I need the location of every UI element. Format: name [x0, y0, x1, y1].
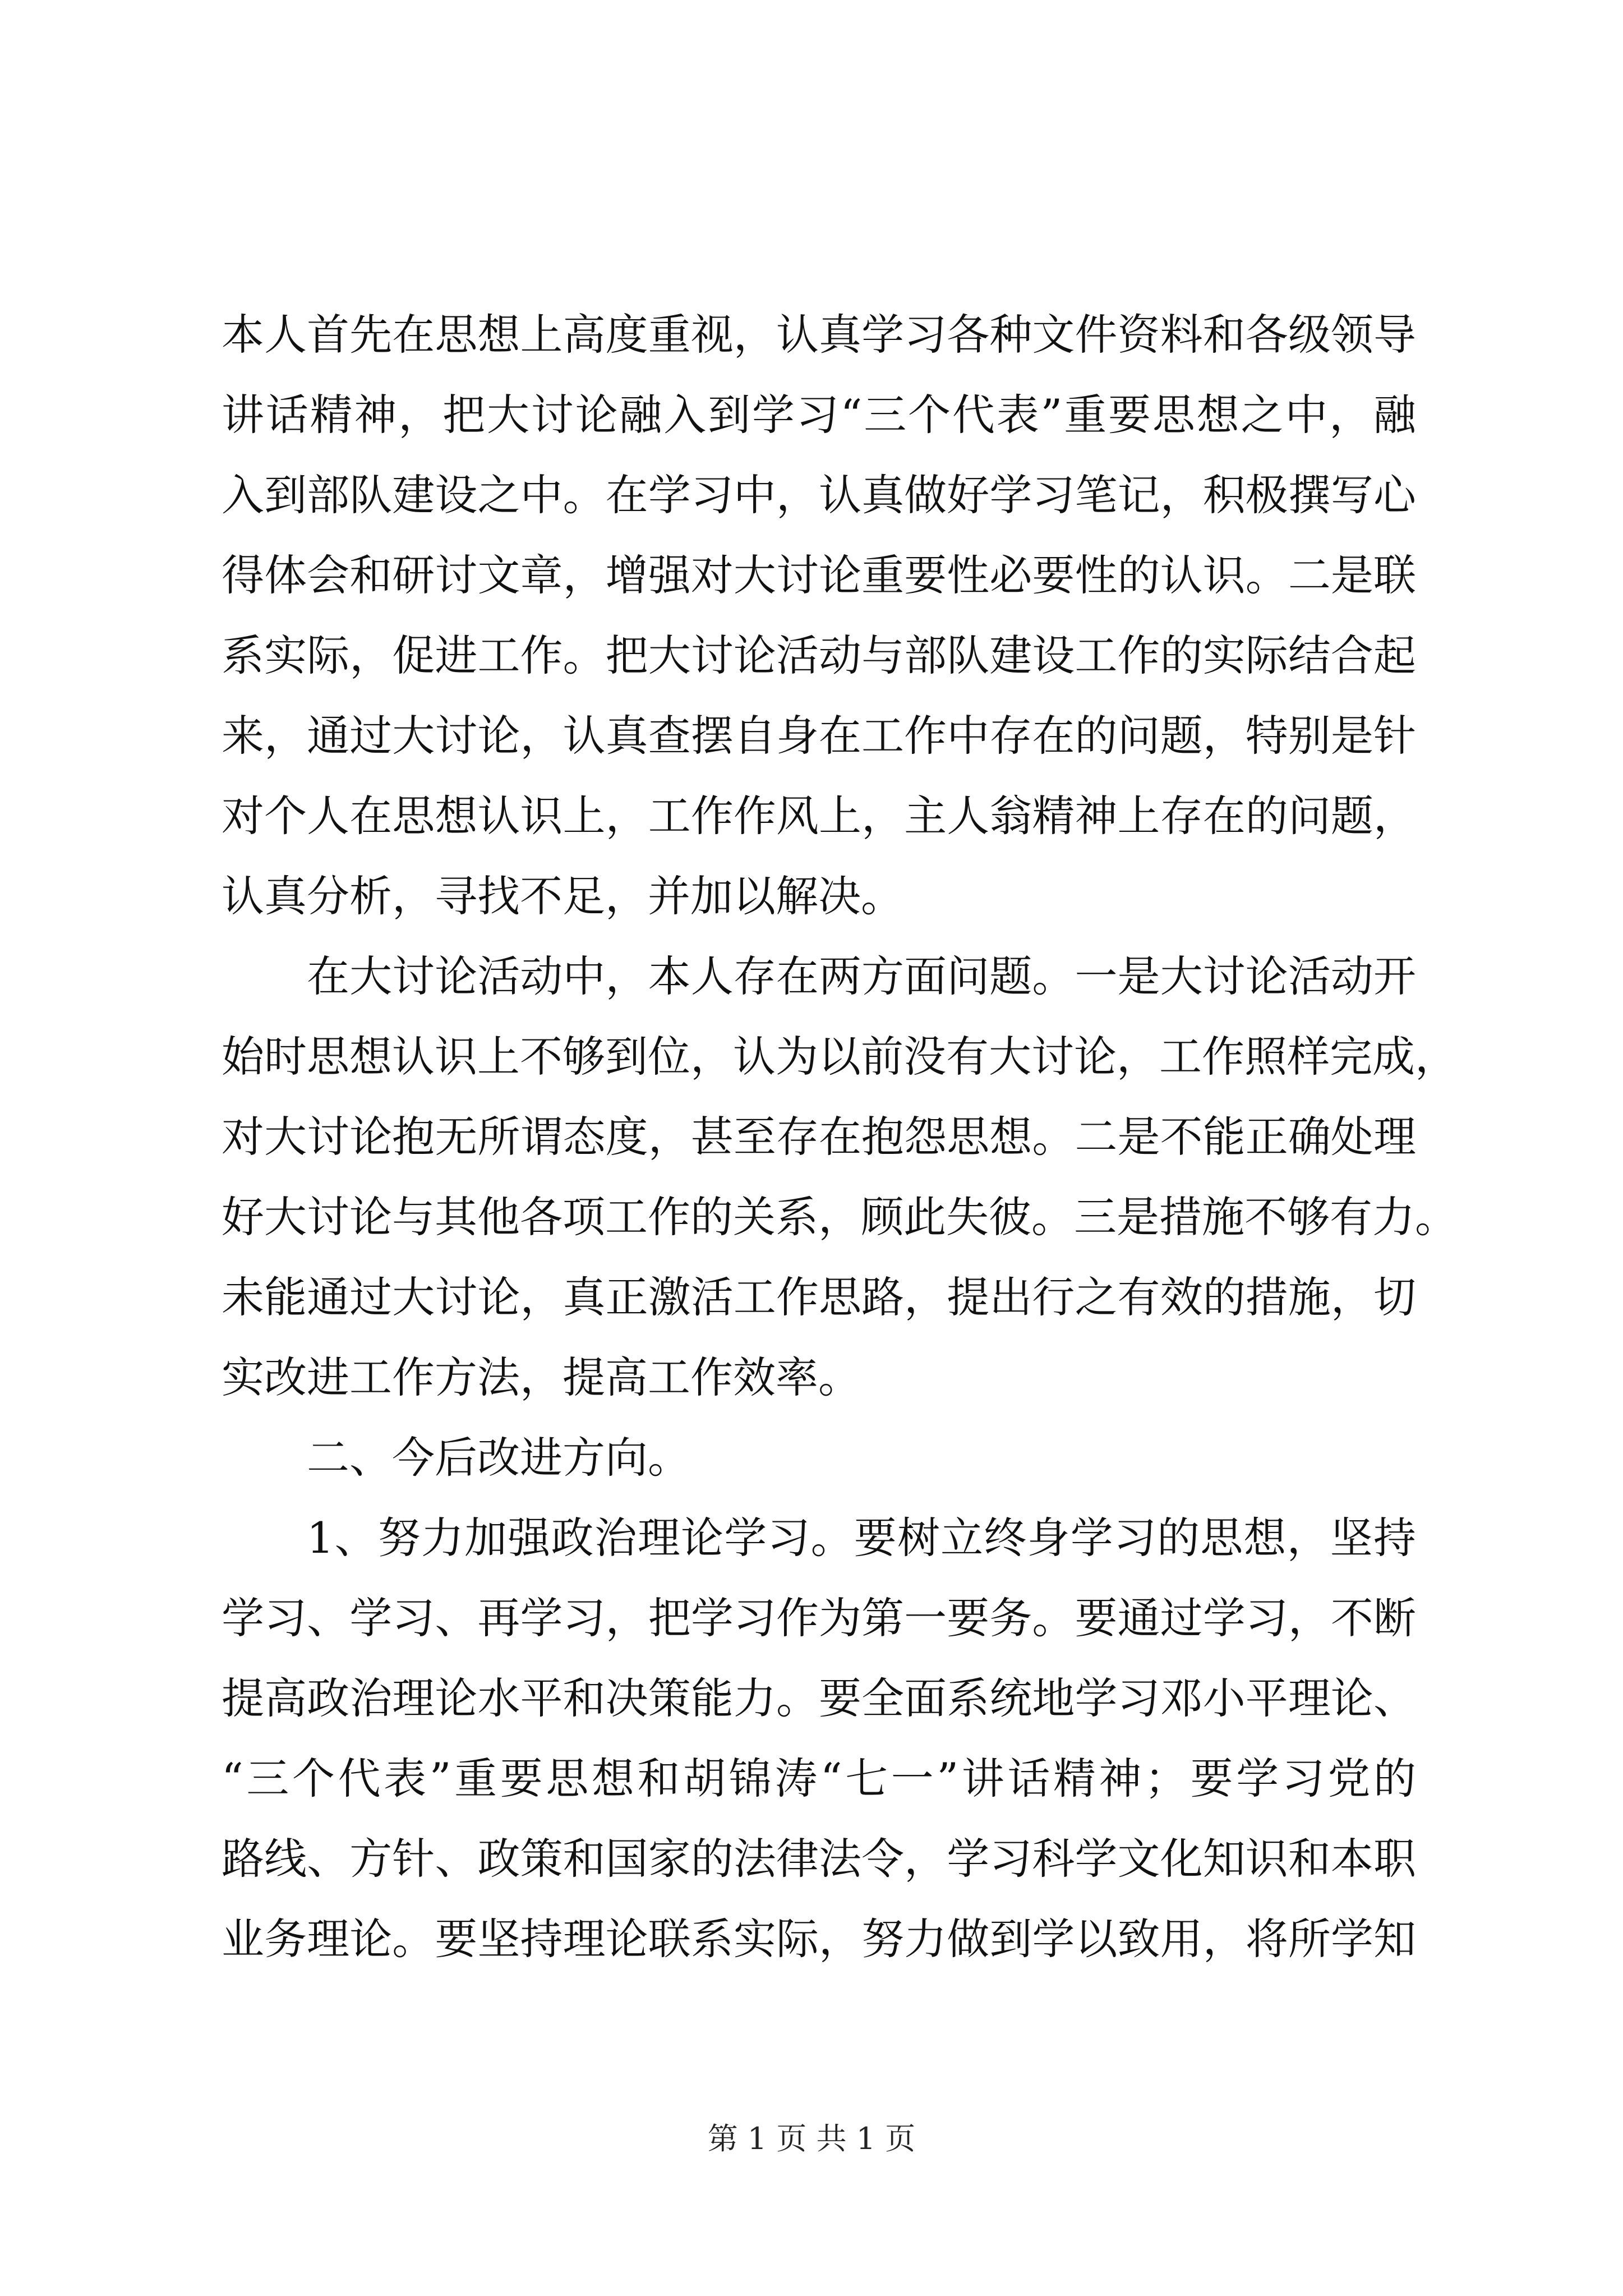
text-line: 系实际，促进工作。把大讨论活动与部队建设工作的实际结合起: [222, 631, 1416, 680]
text-line: 提高政治理论水平和决策能力。要全面系统地学习邓小平理论、: [222, 1673, 1416, 1723]
text-line: 未能通过大讨论，真正激活工作思路，提出行之有效的措施，切: [222, 1272, 1416, 1322]
text-line: 认真分析，寻找不足，并加以解决。: [222, 871, 903, 921]
document-body: [222, 295, 1458, 1979]
text-line: 本人首先在思想上高度重视，认真学习各种文件资料和各级领导: [222, 310, 1416, 360]
text-line: 得体会和研讨文章，增强对大讨论重要性必要性的认识。二是联: [222, 550, 1416, 600]
text-line: 入到部队建设之中。在学习中，认真做好学习笔记，积极撰写心: [222, 470, 1416, 520]
text-line: 好大讨论与其他各项工作的关系，顾此失彼。三是措施不够有力。: [222, 1192, 1458, 1242]
text-line: 学习、学习、再学习，把学习作为第一要务。要通过学习，不断: [222, 1593, 1416, 1643]
text-line: 讲话精神，把大讨论融入到学习“三个代表”重要思想之中，融: [222, 390, 1416, 440]
text-line: 业务理论。要坚持理论联系实际，努力做到学以致用，将所学知: [222, 1914, 1416, 1964]
text-line: 对个人在思想认识上，工作作风上，主人翁精神上存在的问题，: [222, 791, 1416, 841]
text-line: 实改进工作方法，提高工作效率。: [222, 1352, 861, 1402]
section-heading: 二、今后改进方向。: [307, 1433, 690, 1483]
text-line: 始时思想认识上不够到位，认为以前没有大讨论，工作照样完成，: [222, 1032, 1458, 1082]
paragraph-first-line: 在大讨论活动中，本人存在两方面问题。一是大讨论活动开: [307, 951, 1416, 1001]
paragraph-first-line: 1、努力加强政治理论学习。要树立终身学习的思想，坚持: [307, 1513, 1416, 1563]
text-line: 来，通过大讨论，认真查摆自身在工作中存在的问题，特别是针: [222, 711, 1416, 761]
text-line: 对大讨论抱无所谓态度，甚至存在抱怨思想。二是不能正确处理: [222, 1112, 1416, 1162]
page-footer: 第 1 页 共 1 页: [707, 2121, 916, 2156]
text-line: “三个代表”重要思想和胡锦涛“七一”讲话精神；要学习党的: [222, 1754, 1416, 1803]
text-line: 路线、方针、政策和国家的法律法令，学习科学文化知识和本职: [222, 1834, 1416, 1884]
